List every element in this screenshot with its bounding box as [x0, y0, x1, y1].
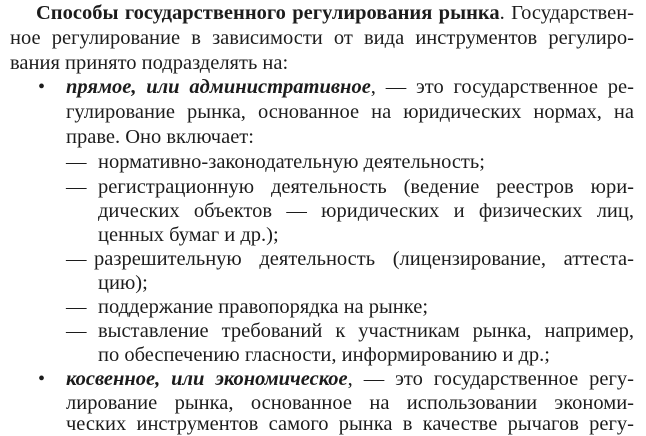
indirect-line1-rest: , — это государственное регу- — [347, 368, 634, 390]
direct-item-2-line-1: регистрационную деятельность (ведение реестров юри- — [98, 176, 634, 198]
direct-line1-rest: , — это государственное ре- — [370, 76, 634, 98]
direct-item-5-line-1: выставление требований к участникам рынка, например, — [98, 320, 634, 342]
intro-line-1: ное регулирование в зависимости от вида инструментов регулиро- — [10, 27, 634, 49]
indirect-line-2: лирование рынка, основанное на использовании экономи- — [66, 392, 634, 414]
direct-item-1-line-1: нормативно-законодательную деятельность; — [98, 151, 485, 173]
dash-2: — — [66, 176, 87, 198]
dash-4: — — [66, 296, 87, 318]
indirect-line-1 — [66, 368, 634, 391]
direct-item-2-line-2: дических объектов — юридических и физических лиц, — [98, 200, 634, 222]
direct-item-4-line-1: поддержание правопорядка на рынке; — [98, 296, 429, 318]
indirect-line-3: ческих инструментов самого рынка в качестве рычагов регу- — [66, 413, 634, 435]
heading-rest: . Государствен- — [499, 2, 634, 24]
dash-5: — — [66, 320, 87, 342]
direct-line-1 — [66, 76, 634, 99]
direct-item-5-line-2: по обеспечению гласности, информированию и др.; — [98, 344, 550, 366]
bullet-direct: • — [38, 76, 46, 98]
direct-line-3: праве. Оно включает: — [66, 126, 254, 148]
direct-item-3-line-2: цию); — [98, 272, 148, 294]
dash-3: — — [66, 248, 87, 270]
indirect-term: косвенное, или экономическое — [66, 368, 348, 390]
direct-line-2: гулирование рынка, основанное на юридических нормах, на — [66, 101, 634, 123]
bullet-indirect: • — [38, 368, 46, 390]
direct-term: прямое, или административное — [66, 76, 371, 98]
direct-item-2-line-3: ценных бумаг и др.); — [98, 224, 279, 246]
intro-line-2: вания принято подразделять на: — [10, 52, 289, 74]
heading-title: Способы государственного регулирования рынка — [36, 2, 500, 24]
heading-line — [36, 2, 634, 25]
dash-1: — — [66, 151, 87, 173]
direct-item-3-line-1: разрешительную деятельность (лицензирование, аттеста- — [94, 248, 634, 270]
